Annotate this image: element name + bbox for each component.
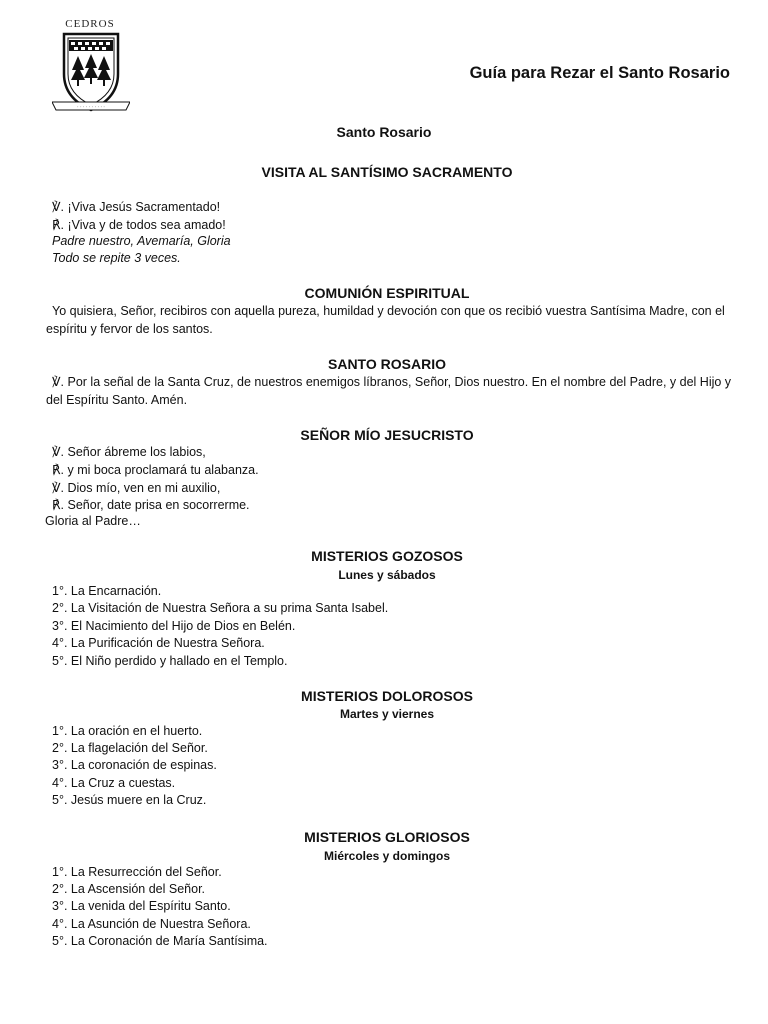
- visita-line: ℣. ¡Viva Jesús Sacramentado!: [52, 200, 221, 214]
- mystery-item: 4°. La Asunción de Nuestra Señora.: [52, 917, 251, 931]
- section-heading-gloriosos: MISTERIOS GLORIOSOS: [304, 829, 470, 845]
- mystery-item: 3°. La venida del Espíritu Santo.: [52, 899, 231, 913]
- mystery-item: 5°. La Coronación de María Santísima.: [52, 934, 268, 948]
- page-title: Guía para Rezar el Santo Rosario: [469, 64, 730, 82]
- mystery-item: 4°. La Cruz a cuestas.: [52, 776, 176, 790]
- senor-line: Gloria al Padre…: [45, 514, 141, 528]
- school-logo: [52, 18, 130, 114]
- senor-line: ℣. Señor ábreme los labios,: [52, 445, 206, 459]
- visita-line: Todo se repite 3 veces.: [52, 251, 181, 265]
- senor-line: ℟. y mi boca proclamará tu alabanza.: [52, 463, 259, 477]
- mystery-item: 2°. La flagelación del Señor.: [52, 741, 208, 755]
- section-heading-gozosos: MISTERIOS GOZOSOS: [311, 548, 463, 564]
- mystery-item: 1°. La Encarnación.: [52, 584, 162, 598]
- section-heading-rosario: SANTO ROSARIO: [328, 356, 446, 372]
- crest-icon: [52, 30, 130, 116]
- section-heading-comunion: COMUNIÓN ESPIRITUAL: [304, 285, 470, 301]
- comunion-paragraph: Yo quisiera, Señor, recibiros con aquella pureza, humildad y devoción con que os recibió vuestra Santísima Madre, con el espíritu y fervor de los santos.: [46, 304, 725, 336]
- document-subtitle: Santo Rosario: [336, 124, 432, 140]
- senor-line: ℣. Dios mío, ven en mi auxilio,: [52, 481, 221, 495]
- gozosos-days: Lunes y sábados: [338, 568, 436, 582]
- dolorosos-days: Martes y viernes: [339, 707, 435, 721]
- section-heading-dolorosos: MISTERIOS DOLOROSOS: [301, 688, 473, 704]
- visita-line: ℟. ¡Viva y de todos sea amado!: [52, 218, 226, 232]
- mystery-item: 1°. La Resurrección del Señor.: [52, 865, 222, 879]
- rosario-text: [46, 374, 736, 409]
- mystery-item: 5°. El Niño perdido y hallado en el Templo.: [52, 654, 288, 668]
- mystery-item: 3°. El Nacimiento del Hijo de Dios en Belén.: [52, 619, 296, 633]
- section-heading-senor: SEÑOR MÍO JESUCRISTO: [300, 427, 474, 443]
- mystery-item: 2°. La Visitación de Nuestra Señora a su prima Santa Isabel.: [52, 601, 389, 615]
- rosario-paragraph: ℣. Por la señal de la Santa Cruz, de nuestros enemigos líbranos, Señor, Dios nuestro. En el nombre del Padre, y del Hijo y del Espíritu Santo. Amén.: [46, 375, 732, 407]
- section-heading-visita: VISITA AL SANTÍSIMO SACRAMENTO: [261, 164, 513, 180]
- mystery-item: 3°. La coronación de espinas.: [52, 758, 217, 772]
- gloriosos-days: Miércoles y domingos: [323, 849, 451, 863]
- mystery-item: 2°. La Ascensión del Señor.: [52, 882, 206, 896]
- mystery-item: 5°. Jesús muere en la Cruz.: [52, 793, 207, 807]
- visita-line: Padre nuestro, Avemaría, Gloria: [52, 234, 231, 248]
- svg-text:· · · · · · · · · ·: · · · · · · · · · ·: [77, 105, 105, 111]
- mystery-item: 1°. La oración en el huerto.: [52, 724, 203, 738]
- mystery-item: 4°. La Purificación de Nuestra Señora.: [52, 636, 265, 650]
- logo-text: CEDROS: [65, 18, 115, 30]
- comunion-text: [46, 303, 736, 338]
- senor-line: ℟. Señor, date prisa en socorrerme.: [52, 498, 250, 512]
